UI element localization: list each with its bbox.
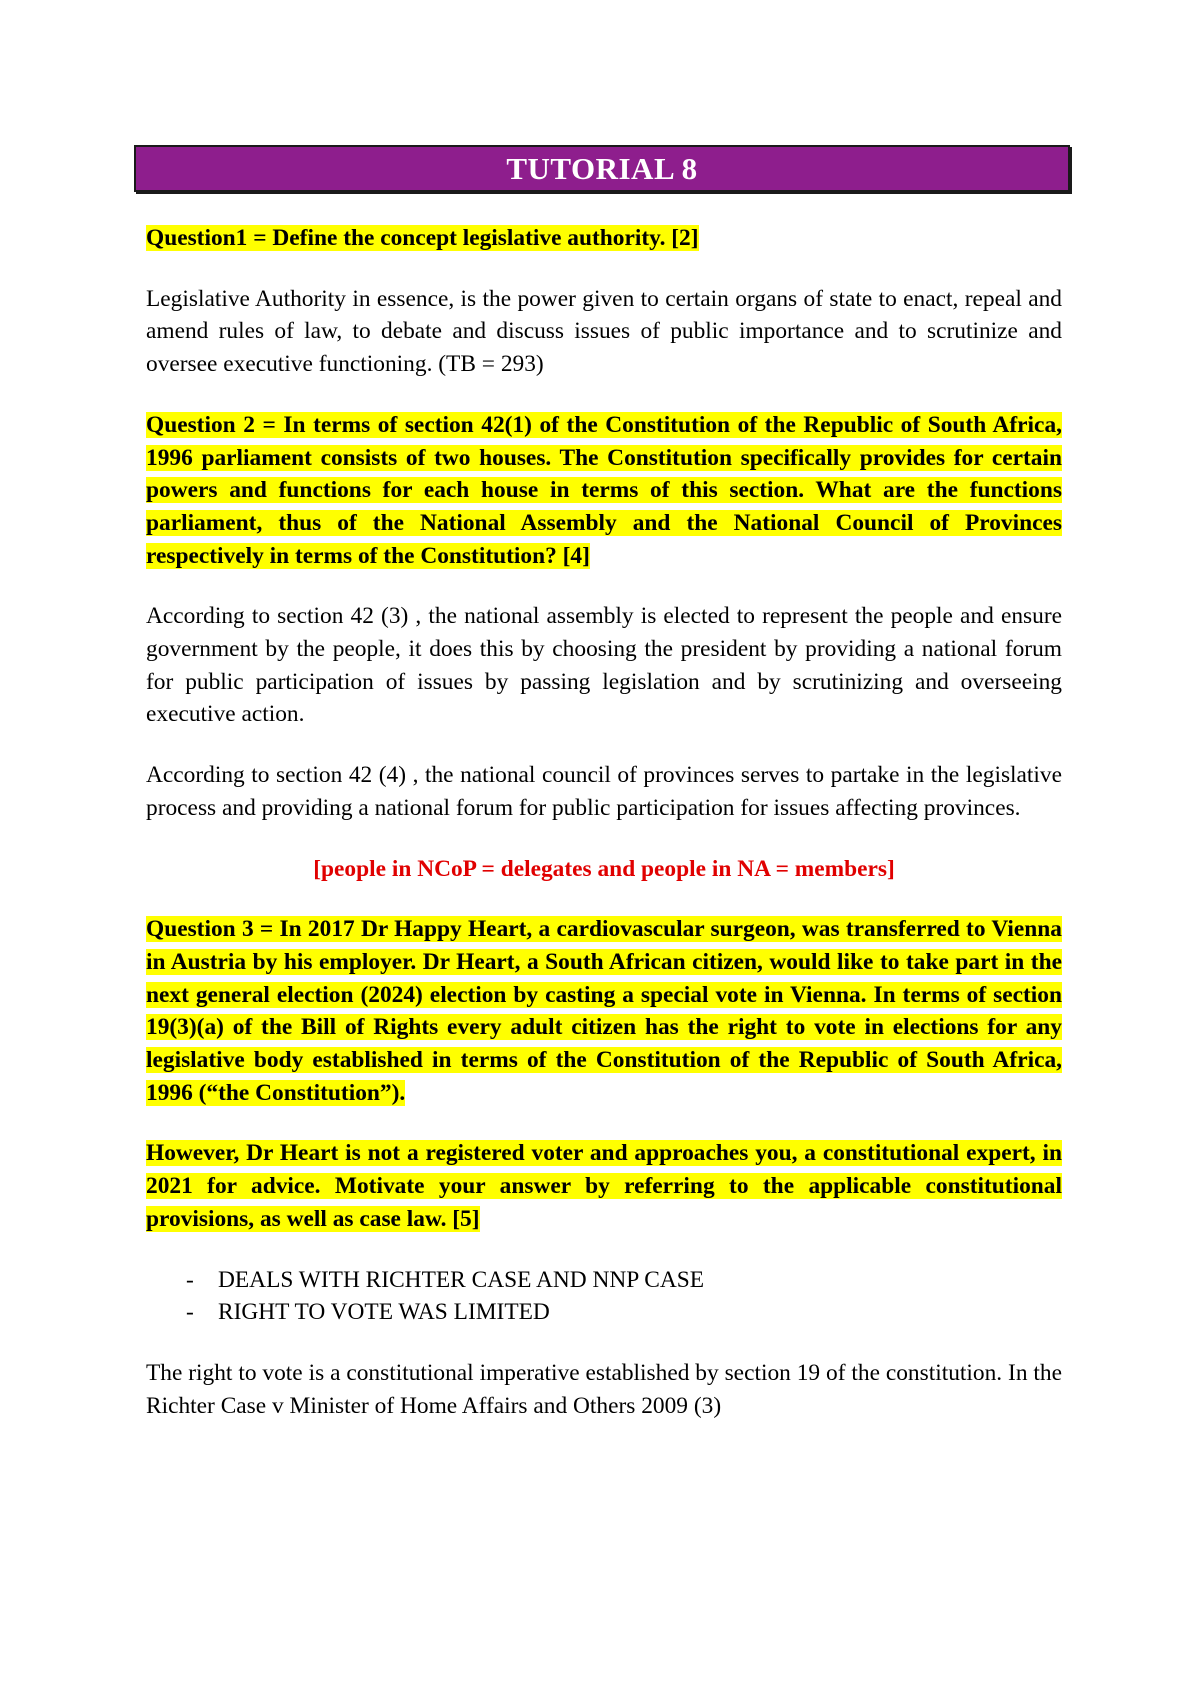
list-item [146, 1296, 1062, 1329]
answer-3: The right to vote is a constitutional imperative established by section 19 of the constitution. In the Richter Case v Minister of Home Affairs and Others 2009 (3) [146, 1359, 1062, 1419]
question-3-text-2: However, Dr Heart is not a registered voter and approaches you, a constitutional expert, in 2021 for advice. Motivate your answer by referring to the applicable constitutional provisions, as well as case law. [5] [146, 1140, 1062, 1232]
question-2 [146, 409, 1062, 573]
document-body [146, 222, 1062, 1450]
answer-2-national-assembly: According to section 42 (3) , the national assembly is elected to represent the people and ensure government by the people, it does this by choosing the president by providing a national forum for public participation of issues by passing legislation and by scrutinizing and overseeing executive action. [146, 603, 1062, 728]
bullet-dash: - [186, 1299, 194, 1326]
red-note: [people in NCoP = delegates and people in NA = members] [313, 855, 895, 882]
tutorial-title: TUTORIAL 8 [134, 145, 1070, 192]
bullet-dash: - [186, 1266, 194, 1293]
bullet-list [146, 1264, 1062, 1329]
answer-1: Legislative Authority in essence, is the power given to certain organs of state to enact, repeal and amend rules of law, to debate and discuss issues of public importance and to scrutinize and oversee executive functioning. (TB = 293) [146, 285, 1062, 378]
list-item [146, 1264, 1062, 1297]
list-item-text: DEALS WITH RICHTER CASE AND NNP CASE [218, 1266, 705, 1293]
question-1-text: Question1 = Define the concept legislative authority. [2] [146, 225, 699, 251]
question-3-part-1 [146, 913, 1062, 1109]
answer-2-ncop: According to section 42 (4) , the national council of provinces serves to partake in the legislative process and providing a national forum for public participation for issues affecting provinces. [146, 762, 1062, 821]
question-2-text: Question 2 = In terms of section 42(1) of the Constitution of the Republic of South Africa, 1996 parliament consists of two houses. The Constitution specifically provides for certain powers and functions for each house in terms of this section. What are the functions parliament, thus of the National Assembly and the National Council of Provinces respectively in terms of the Constitution? [4] [146, 411, 1062, 569]
list-item-text: RIGHT TO VOTE WAS LIMITED [218, 1299, 550, 1326]
question-3-text-1: Question 3 = In 2017 Dr Happy Heart, a cardiovascular surgeon, was transferred to Vienna in Austria by his employer. Dr Heart, a South African citizen, would like to take part in the next general election (2024) election by casting a special vote in Vienna. In terms of section 19(3)(a) of the Bill of Rights every adult citizen has the right to vote in elections for any legislative body established in terms of the Constitution of the Republic of South Africa, 1996 (“the Constitution”). [146, 916, 1062, 1106]
question-3-part-2 [146, 1137, 1062, 1235]
question-1 [146, 222, 1062, 255]
